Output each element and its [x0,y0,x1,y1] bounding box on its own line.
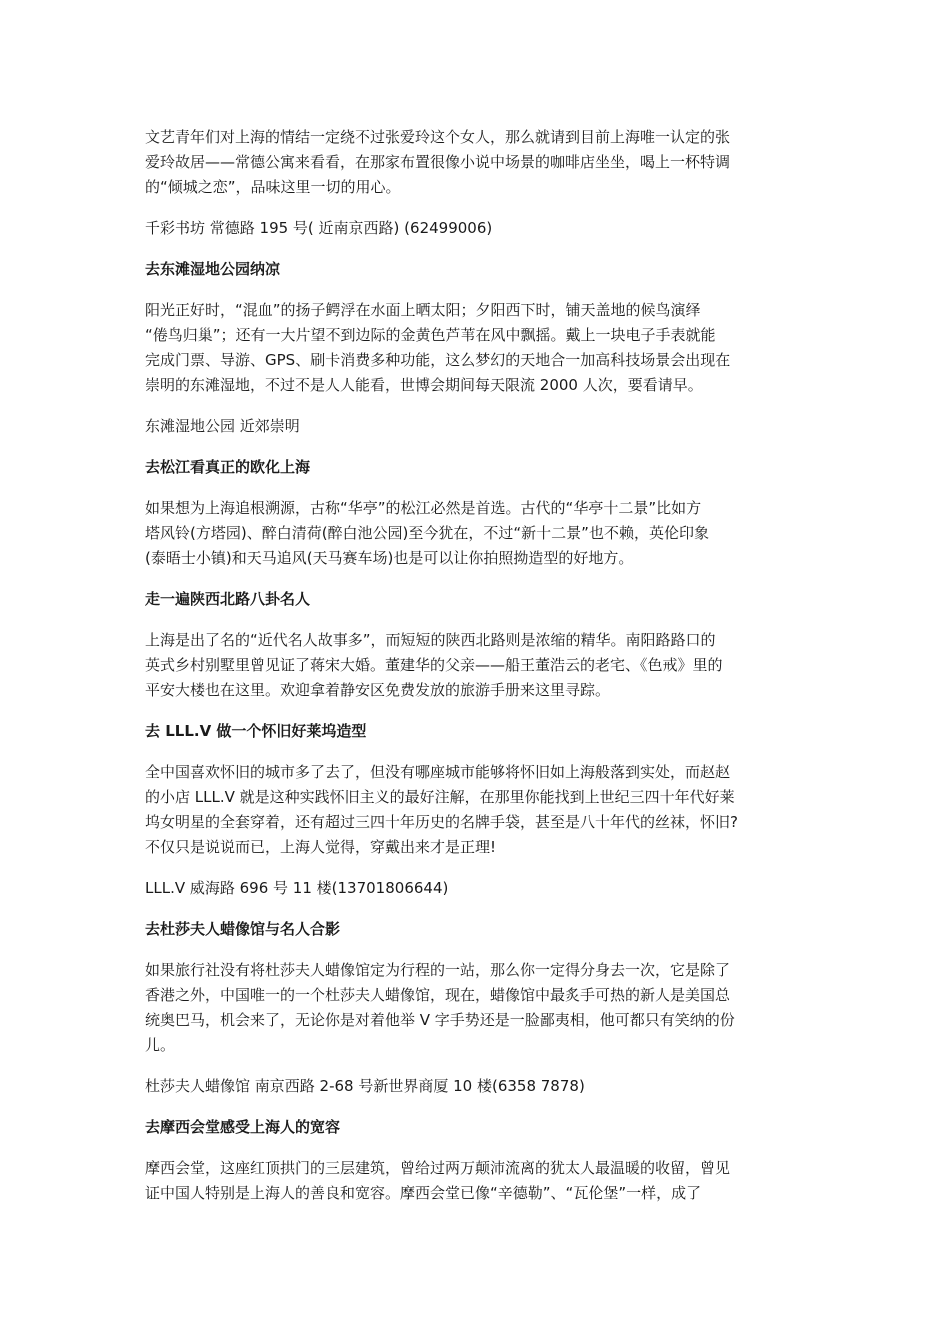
paragraph [145,216,810,241]
text-line: 儿。 [145,1036,176,1054]
text-line: 去 LLL.V 做一个怀旧好莱坞造型 [145,722,367,740]
paragraph [145,1074,810,1099]
section-heading [145,719,810,744]
text-line: 完成门票、导游、GPS、刷卡消费多种功能，这么梦幻的天地合一加高科技场景会出现在 [145,351,731,369]
text-line: LLL.V 威海路 696 号 11 楼(13701806644) [145,879,449,897]
text-line: 如果旅行社没有将杜莎夫人蜡像馆定为行程的一站，那么你一定得分身去一次，它是除了 [145,961,731,979]
text-line: 去松江看真正的欧化上海 [145,458,311,476]
text-line: (泰晤士小镇)和天马追风(天马赛车场)也是可以让你拍照拗造型的好地方。 [145,549,634,567]
section-heading [145,917,810,942]
text-line: 崇明的东滩湿地，不过不是人人能看，世博会期间每天限流 2000 人次，要看请早。 [145,376,703,394]
text-line: 上海是出了名的“近代名人故事多”，而短短的陕西北路则是浓缩的精华。南阳路路口的 [145,631,716,649]
text-line: 统奥巴马，机会来了，无论你是对着他举 V 字手势还是一脸鄙夷相，他可都只有笑纳的份 [145,1011,735,1029]
text-line: 走一遍陕西北路八卦名人 [145,590,311,608]
text-line: 的小店 LLL.V 就是这种实践怀旧主义的最好注解，在那里你能找到上世纪三四十年代好莱 [145,788,735,806]
text-line: 东滩湿地公园 近郊崇明 [145,417,300,435]
paragraph [145,760,810,860]
section-heading [145,257,810,282]
text-line: 证中国人特别是上海人的善良和宽容。摩西会堂已像“辛德勒”、“瓦伦堡”一样，成了 [145,1184,702,1202]
text-line: 坞女明星的全套穿着，还有超过三四十年历史的名牌手袋，甚至是八十年代的丝袜，怀旧? [145,813,738,831]
paragraph [145,414,810,439]
text-line: 阳光正好时，“混血”的扬子鳄浮在水面上晒太阳；夕阳西下时，铺天盖地的候鸟演绎 [145,301,701,319]
text-line: 不仅只是说说而已，上海人觉得，穿戴出来才是正理! [145,838,497,856]
paragraph [145,1156,810,1206]
text-line: 摩西会堂，这座红顶拱门的三层建筑，曾给过两万颠沛流离的犹太人最温暖的收留，曾见 [145,1159,731,1177]
text-line: 平安大楼也在这里。欢迎拿着静安区免费发放的旅游手册来这里寻踪。 [145,681,611,699]
paragraph [145,876,810,901]
paragraph [145,628,810,703]
document-page [145,125,810,1222]
text-line: 英式乡村别墅里曾见证了蒋宋大婚。董建华的父亲——船王董浩云的老宅、《色戒》里的 [145,656,723,674]
text-line: 去杜莎夫人蜡像馆与名人合影 [145,920,341,938]
text-line: 爱玲故居——常德公寓来看看，在那家布置很像小说中场景的咖啡店坐坐，喝上一杯特调 [145,153,731,171]
paragraph [145,298,810,398]
section-heading [145,1115,810,1140]
text-line: 千彩书坊 常德路 195 号( 近南京西路) (62499006) [145,219,493,237]
text-line: 香港之外，中国唯一的一个杜莎夫人蜡像馆，现在，蜡像馆中最炙手可热的新人是美国总 [145,986,731,1004]
section-heading [145,455,810,480]
text-line: 去摩西会堂感受上海人的宽容 [145,1118,341,1136]
text-line: 塔风铃(方塔园)、醉白清荷(醉白池公园)至今犹在，不过“新十二景”也不赖，英伦印象 [145,524,709,542]
paragraph [145,125,810,200]
text-line: 的“倾城之恋”，品味这里一切的用心。 [145,178,401,196]
text-line: 全中国喜欢怀旧的城市多了去了，但没有哪座城市能够将怀旧如上海般落到实处，而赵赵 [145,763,731,781]
text-line: 如果想为上海追根溯源，古称“华亭”的松江必然是首选。古代的“华亭十二景”比如方 [145,499,702,517]
text-line: “倦鸟归巢”；还有一大片望不到边际的金黄色芦苇在风中飘摇。戴上一块电子手表就能 [145,326,716,344]
text-line: 文艺青年们对上海的情结一定绕不过张爱玲这个女人，那么就请到目前上海唯一认定的张 [145,128,731,146]
section-heading [145,587,810,612]
text-line: 杜莎夫人蜡像馆 南京西路 2-68 号新世界商厦 10 楼(6358 7878) [145,1077,585,1095]
text-line: 去东滩湿地公园纳凉 [145,260,281,278]
paragraph [145,958,810,1058]
paragraph [145,496,810,571]
